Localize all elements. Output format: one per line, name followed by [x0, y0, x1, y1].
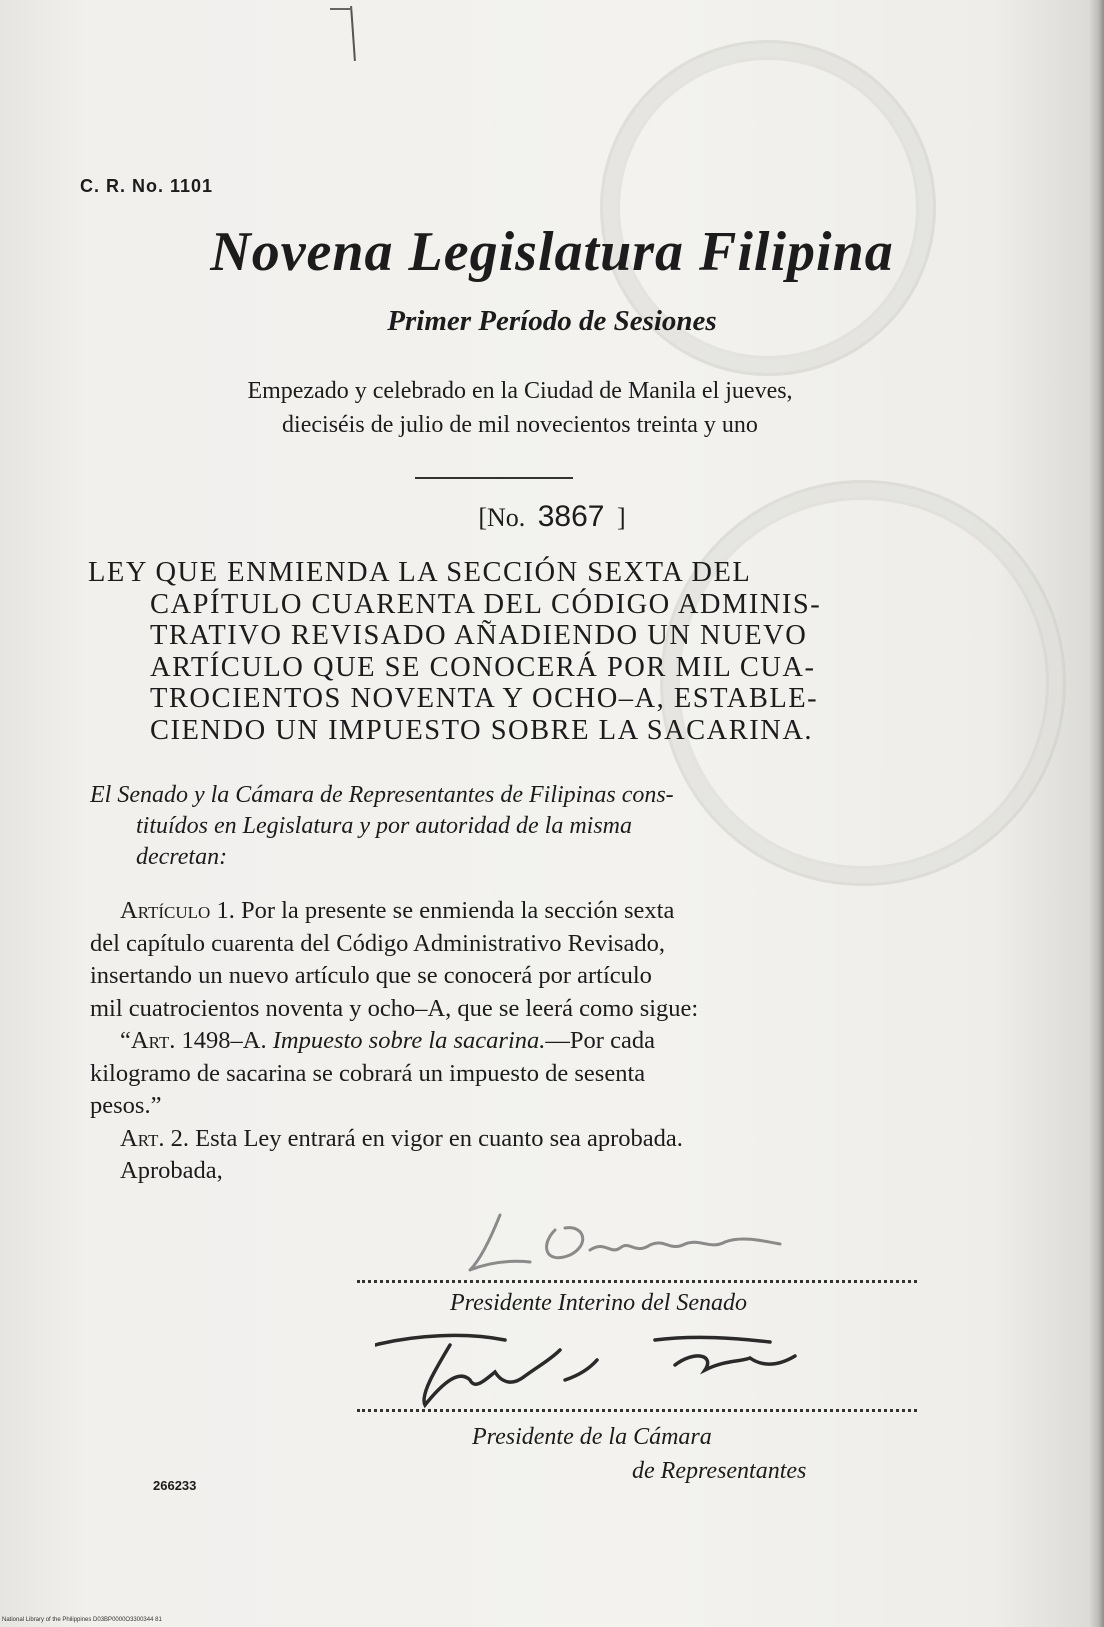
- law-title-line: ARTÍCULO QUE SE CONOCERÁ POR MIL CUA-: [150, 651, 816, 683]
- archive-footer: National Library of the Philippines D03BP0000O3300344 81: [2, 1617, 162, 1623]
- law-title: [88, 557, 918, 746]
- act-number-value: 3867: [537, 500, 605, 533]
- senate-president-title: Presidente Interino del Senado: [450, 1290, 748, 1316]
- enacting-line: El Senado y la Cámara de Representantes de Filipinas cons-: [90, 782, 674, 808]
- law-title-line: TRATIVO REVISADO AÑADIENDO UN NUEVO: [150, 620, 808, 651]
- house-speaker-signature: [375, 1320, 855, 1410]
- article-2-text: 2. Esta Ley entrará en vigor en cuanto sea aprobada.: [170, 1124, 683, 1152]
- act-body: [90, 895, 920, 1188]
- serial-number: 266233: [153, 1478, 197, 1493]
- pen-mark-stroke: [330, 8, 352, 10]
- enacting-line: tituídos en Legislatura y por autoridad de la misma: [136, 813, 633, 839]
- enacting-clause: [90, 780, 920, 873]
- quoted-article-label: Art.: [130, 1027, 176, 1054]
- house-speaker-title: [472, 1420, 806, 1488]
- quoted-article-line: [90, 1025, 920, 1058]
- pen-mark: [350, 6, 356, 61]
- article-1-line: mil cuatrocientos noventa y ocho–A, que se leerá como sigue:: [90, 994, 699, 1022]
- quote-open: “: [120, 1027, 131, 1054]
- article-1-line: [90, 895, 920, 928]
- intro-line: Empezado y celebrado en la Ciudad de Manila el jueves,: [247, 378, 793, 404]
- law-title-line: LEY QUE ENMIENDA LA SECCIÓN SEXTA DEL: [88, 557, 752, 588]
- act-number: [0, 500, 1104, 534]
- cr-reference: C. R. No. 1101: [80, 176, 214, 196]
- law-title-line: TROCIENTOS NOVENTA Y OCHO–A, ESTABLE-: [150, 683, 819, 714]
- quoted-article-number: 1498–A.: [181, 1027, 267, 1054]
- law-title-line: CAPÍTULO CUARENTA DEL CÓDIGO ADMINIS-: [150, 588, 822, 620]
- article-1-line: insertando un nuevo artículo que se conocerá por artículo: [90, 962, 652, 989]
- session-subtitle: Primer Período de Sesiones: [387, 305, 717, 337]
- article-1-label: Artículo 1.: [120, 897, 235, 924]
- article-2-label: Art.: [120, 1124, 165, 1152]
- article-1-line: del capítulo cuarenta del Código Administrativo Revisado,: [90, 929, 665, 957]
- quoted-article-text: —Por cada: [545, 1027, 655, 1054]
- house-signature-line: [357, 1409, 917, 1412]
- session-intro: [130, 374, 910, 442]
- quoted-article-heading: Impuesto sobre la sacarina.: [272, 1027, 546, 1054]
- enacting-line: decretan:: [136, 844, 228, 870]
- house-title-line: Presidente de la Cámara: [472, 1424, 712, 1450]
- act-number-suffix: ]: [617, 503, 626, 532]
- intro-line: dieciséis de julio de mil novecientos treinta y uno: [282, 412, 758, 438]
- legislature-title: Novena Legislatura Filipina: [210, 221, 894, 283]
- quoted-article-line: pesos.”: [90, 1092, 162, 1119]
- quoted-article-line: kilogramo de sacarina se cobrará un impuesto de sesenta: [90, 1059, 646, 1087]
- house-title-line: de Representantes: [632, 1458, 807, 1484]
- article-1-text: Por la presente se enmienda la sección sexta: [240, 897, 675, 924]
- senate-signature-line: [357, 1280, 917, 1283]
- act-number-prefix: [No.: [478, 503, 526, 532]
- article-2-line: [90, 1123, 920, 1156]
- approved-line: Aprobada,: [120, 1157, 223, 1184]
- law-title-line: CIENDO UN IMPUESTO SOBRE LA SACARINA.: [150, 714, 814, 746]
- divider-rule: [415, 477, 573, 479]
- senate-president-signature: [460, 1200, 820, 1280]
